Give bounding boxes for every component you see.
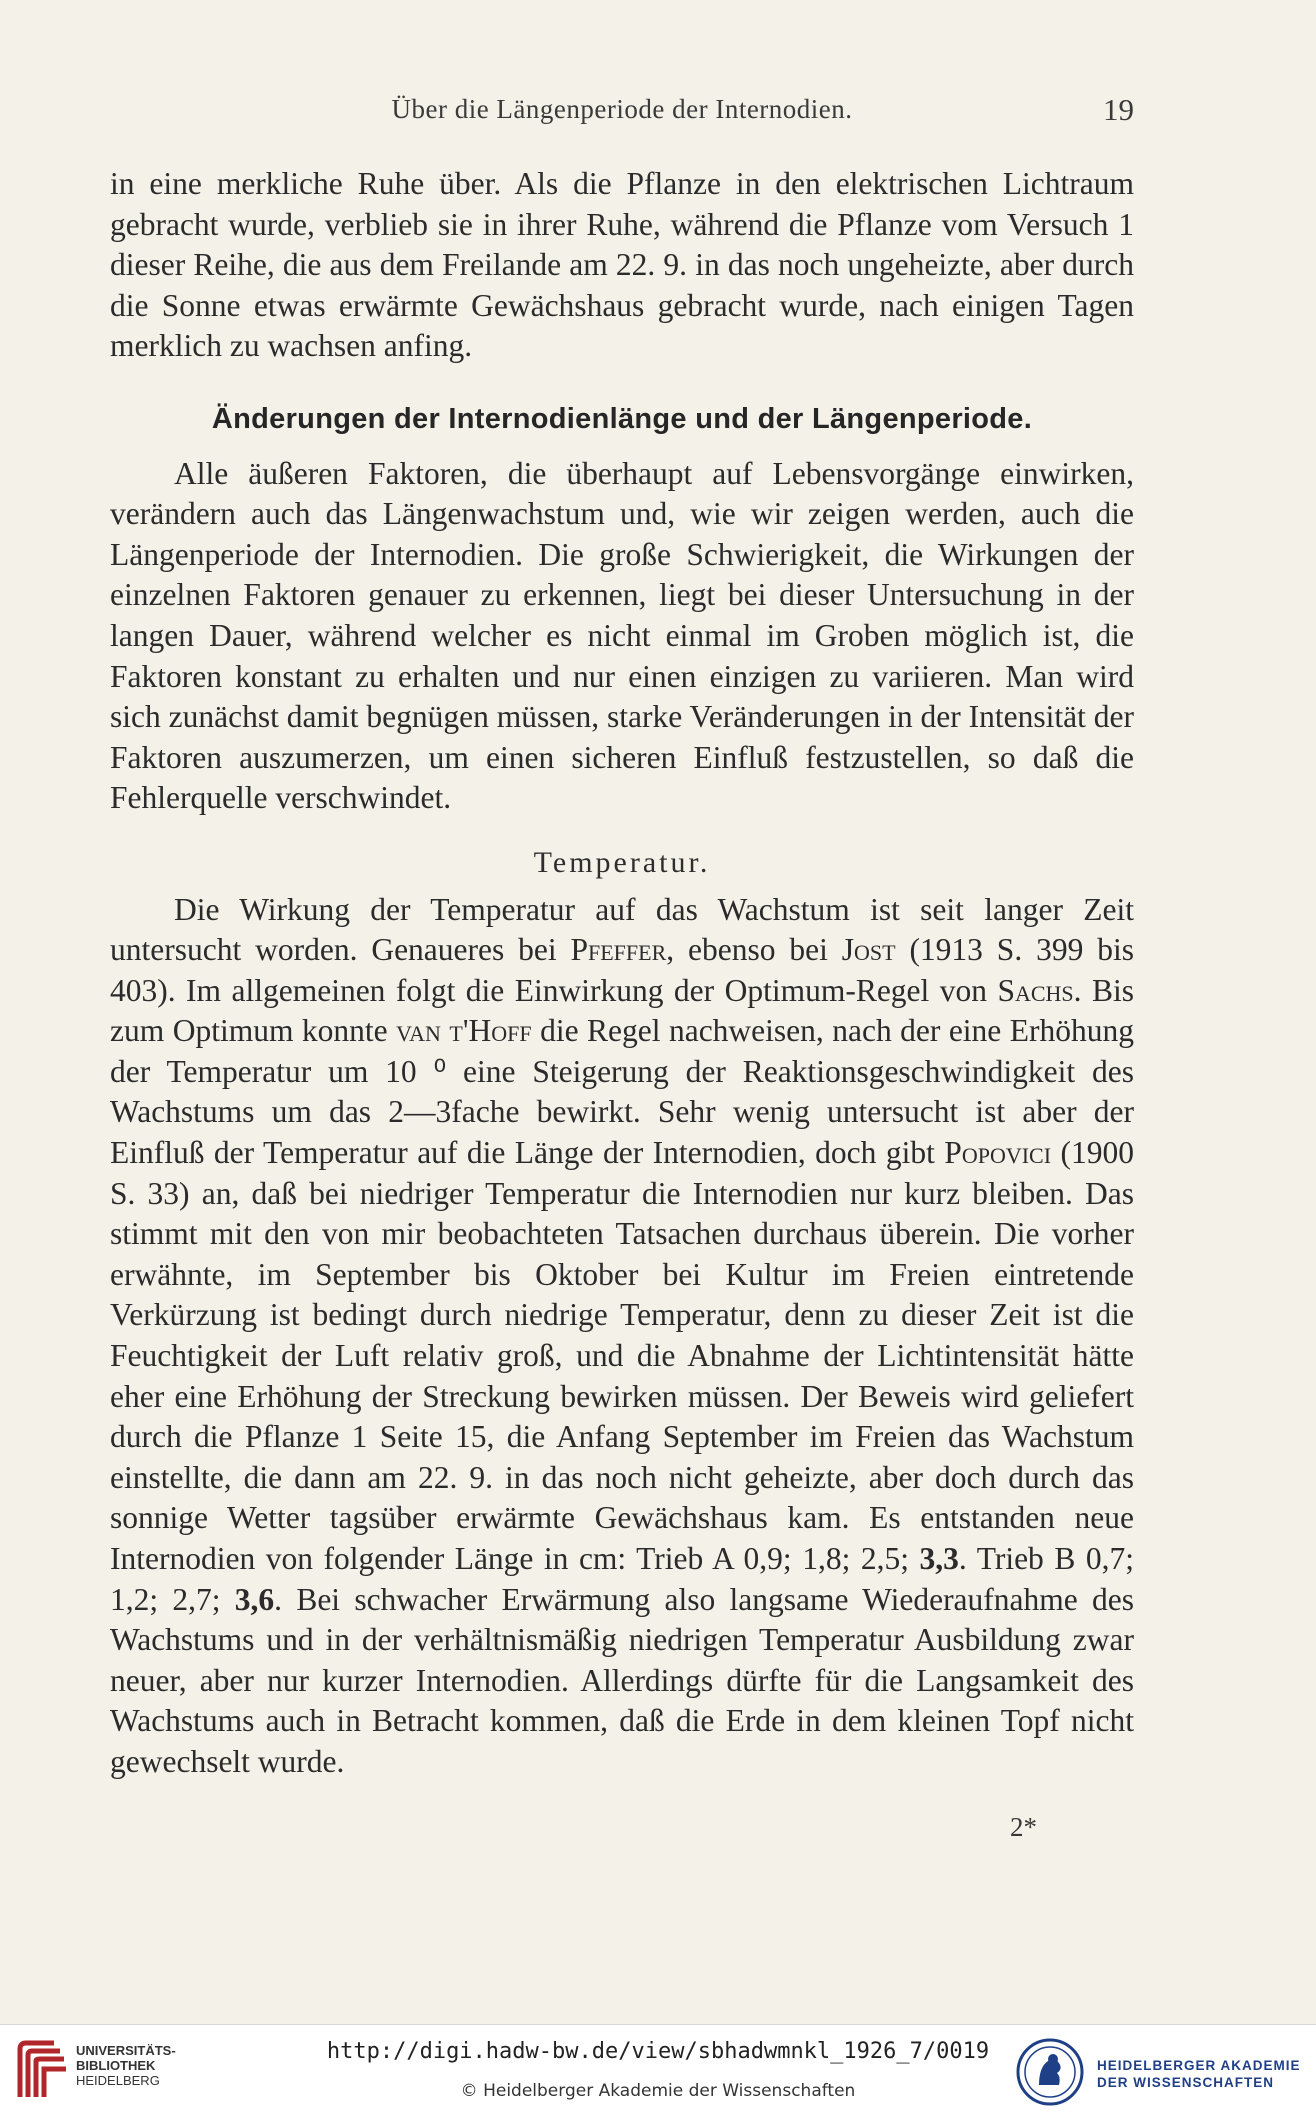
library-logo-line: BIBLIOTHEK — [76, 2058, 156, 2073]
running-head-title: Über die Längenperiode der Internodien. — [391, 94, 853, 124]
section-heading: Änderungen der Internodienlänge und der Längenperiode. — [211, 402, 1033, 435]
text-run: . Trieb B 0,7; 1,2; 2,7; — [110, 1541, 1134, 1617]
academy-logo-line: HEIDELBERGER AKADEMIE — [1097, 2058, 1301, 2073]
text-run: Die Wirkung der Temperatur auf das Wachstum ist seit langer Zeit untersucht worden. Genaueres bei — [110, 891, 1134, 968]
text-run: , ebenso bei — [666, 932, 842, 968]
text-run: . Bis zum Optimum konnte — [110, 972, 1134, 1049]
library-logo-line: UNIVERSITÄTS- — [76, 2043, 176, 2058]
copyright-notice: © Heidelberger Akademie der Wissenschaften — [460, 2081, 856, 2101]
text-run: (1900 S. 33) an, daß bei niedriger Temperatur die Internodien nur kurz bleiben. Das stimmt mit den von mir beobachteten Tatsachen durchaus überein. Die vorher erwähnte, im September bis Oktober bei Kultur im Freien eintretende Verkürzung ist bedingt durch niedrige Temperatur, denn zu dieser Zeit ist die Feuchtigkeit der Luft relativ groß, und die Abnahme der Lichtintensität hätte eher eine Erhöhung der Streckung bewirken müssen. Der Beweis wird geliefert durch die Pflanze 1 Seite 15, die Anfang September im Freien das Wachstum einstellte, die dann am 22. 9. in das noch nicht geheizte, aber doch durch das sonnige Wetter tagsüber erwärmte Gewächshaus kam. Es entstanden neue Internodien von folgender Länge in cm: Trieb A 0,9; 1,8; 2,5; — [110, 1135, 1134, 1576]
page-number: 19 — [1103, 92, 1134, 127]
academy-logo-line: DER WISSENSCHAFTEN — [1097, 2075, 1275, 2090]
bold-value: 3,3 — [919, 1541, 959, 1576]
text-run: . Bei schwacher Erwärmung also langsame Wiederaufnahme des Wachstums und in der verhältnismäßig niedrigen Temperatur Ausbildung zwar neuer, aber nur kurzer Internodien. Allerdings dürfte für die Langsamkeit des Wachstums auch in Betracht kommen, daß die Erde in dem kleinen Topf nicht gewechselt wurde. — [110, 1581, 1134, 1779]
footer-bar — [0, 2024, 1316, 2120]
text-run: die Regel nachweisen, nach der eine Erhöhung der Temperatur um 10 ⁰ eine Steigerung der Reaktionsgeschwindigkeit des Wachstums um das 2—3fache bewirkt. Sehr wenig untersucht ist aber der Einfluß der Temperatur auf die Länge der Internodien, doch gibt — [110, 1013, 1134, 1171]
author-name-popovici: Popovici — [944, 1135, 1052, 1171]
bold-value: 3,6 — [234, 1581, 275, 1617]
text-run: (1913 S. 399 bis 403). Im allgemeinen folgt die Einwirkung der Optimum-Regel von — [110, 932, 1134, 1008]
body-text — [110, 164, 1134, 1783]
academy-seal-icon — [1015, 2037, 1085, 2107]
academy-logo-text — [1097, 2057, 1301, 2091]
library-logo-line: HEIDELBERG — [76, 2073, 160, 2088]
paragraph-continuation: in eine merkliche Ruhe über. Als die Pflanze in den elektrischen Lichtraum gebracht wurde, verblieb sie in ihrer Ruhe, während die Pflanze vom Versuch 1 dieser Reihe, die aus dem Freilande am 22. 9. in das noch ungeheizte, aber durch die Sonne etwas erwärmte Gewächshaus gebracht wurde, nach einigen Tagen merklich zu wachsen anfing. — [110, 166, 1134, 364]
author-name-jost: Jost — [841, 932, 896, 968]
paragraph-temperatur — [110, 890, 1134, 1783]
author-name-sachs: Sachs — [997, 972, 1074, 1008]
subsection-heading: Temperatur. — [533, 845, 711, 879]
permalink-url[interactable]: http://digi.hadw-bw.de/view/sbhadwmnkl_1926_7/0019 — [326, 2039, 990, 2064]
author-name-vanthoff: van t'Hoff — [396, 1013, 532, 1049]
author-name-pfeffer: Pfeffer — [570, 932, 667, 968]
running-head — [110, 94, 1134, 134]
academy-logo[interactable] — [1015, 2035, 1305, 2109]
paragraph-faktoren: Alle äußeren Faktoren, die überhaupt auf Lebensvorgänge einwirken, verändern auch das Längenwachstum und, wie wir zeigen werden, auch die Längenperiode der Internodien. Die große Schwierigkeit, die Wirkungen der einzelnen Faktoren genauer zu erkennen, liegt bei dieser Untersuchung in der langen Dauer, während welcher es nicht einmal im Groben möglich ist, die Faktoren konstant zu erhalten und nur einen einzigen zu variieren. Man wird sich zunächst damit begnügen müssen, starke Veränderungen in der Intensität der Faktoren auszumerzen, um einen sicheren Einfluß festzustellen, so daß die Fehlerquelle verschwindet. — [110, 455, 1134, 816]
signature-mark: 2* — [1010, 1812, 1037, 1842]
